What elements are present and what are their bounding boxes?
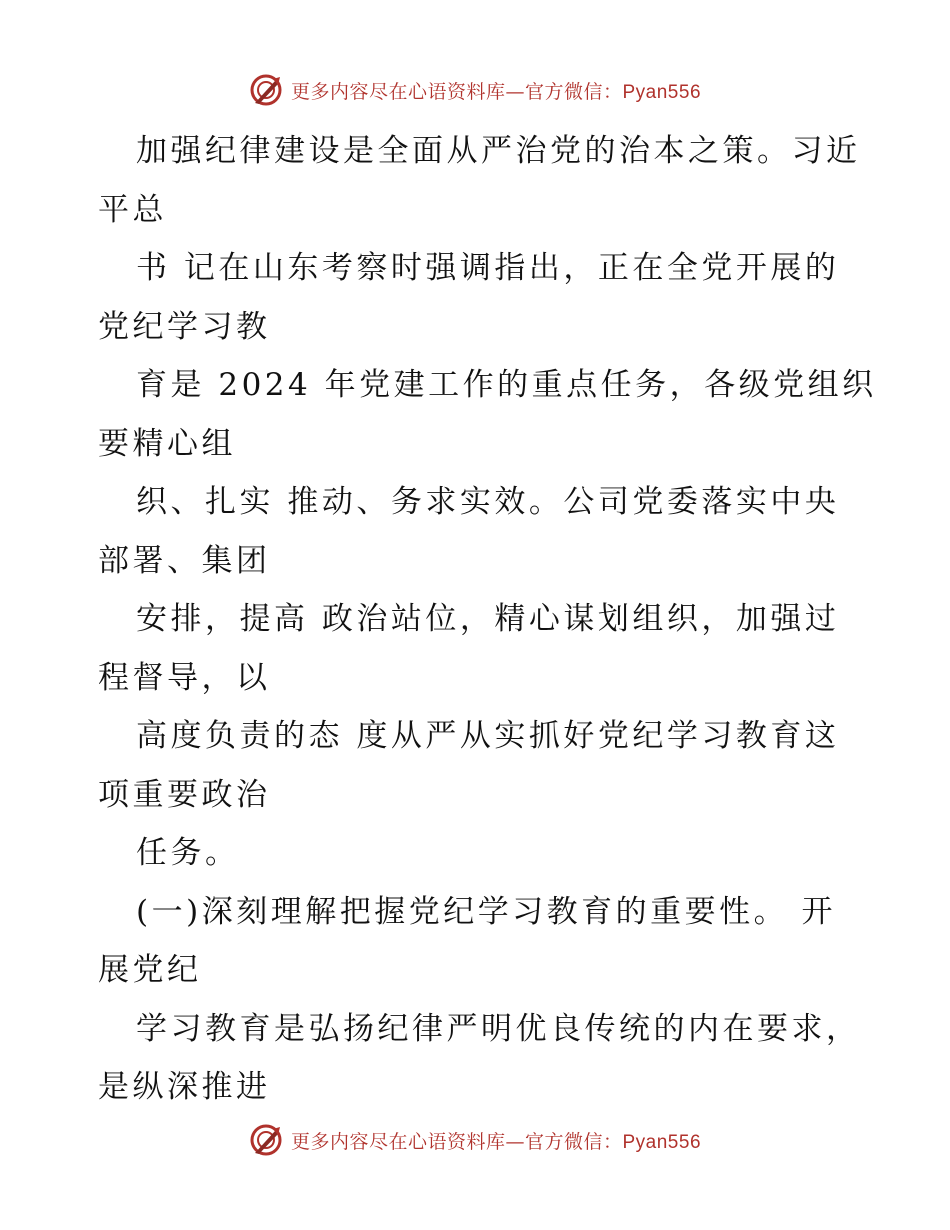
text-line: 书 记在山东考察时强调指出，正在全党开展的 (136, 250, 840, 286)
text-line: 部署、集团 (98, 542, 271, 579)
quill-logo-icon (249, 1123, 283, 1157)
text-line: 项重要政治 (98, 776, 271, 813)
text-line: 要精心组 (98, 425, 236, 462)
text-line: 平总 (98, 191, 167, 228)
text-line: 任务。 (136, 835, 240, 871)
watermark-text: 更多内容尽在心语资料库—官方微信：Pyan556 (290, 1130, 702, 1153)
watermark-text: 更多内容尽在心语资料库—官方微信：Pyan556 (290, 80, 702, 103)
text-line: (一)深刻理解把握党纪学习教育的重要性。 开 (136, 893, 837, 930)
watermark-handle: Pyan556 (622, 1131, 702, 1153)
text-line: 高度负责的态 度从严从实抓好党纪学习教育这 (136, 718, 840, 754)
header-watermark (0, 70, 950, 110)
text-line: 加强纪律建设是全面从严治党的治本之策。习近 (136, 133, 861, 169)
text-line: 育是 2024 年党建工作的重点任务，各级党组织 (136, 367, 877, 403)
text-line: 安排，提高 政治站位，精心谋划组织，加强过 (136, 601, 840, 637)
text-line: 学习教育是弘扬纪律严明优良传统的内在要求， (136, 1010, 861, 1047)
document-body (98, 122, 888, 1117)
text-line: 党纪学习教 (98, 308, 271, 345)
text-line: 是纵深推进 (98, 1069, 271, 1105)
watermark-handle: Pyan556 (622, 81, 702, 103)
footer-watermark (0, 1120, 950, 1160)
quill-logo-icon (249, 73, 283, 107)
text-line: 展党纪 (98, 952, 202, 988)
text-line: 织、扎实 推动、务求实效。公司党委落实中央 (136, 484, 840, 520)
text-line: 程督导，以 (98, 659, 271, 696)
